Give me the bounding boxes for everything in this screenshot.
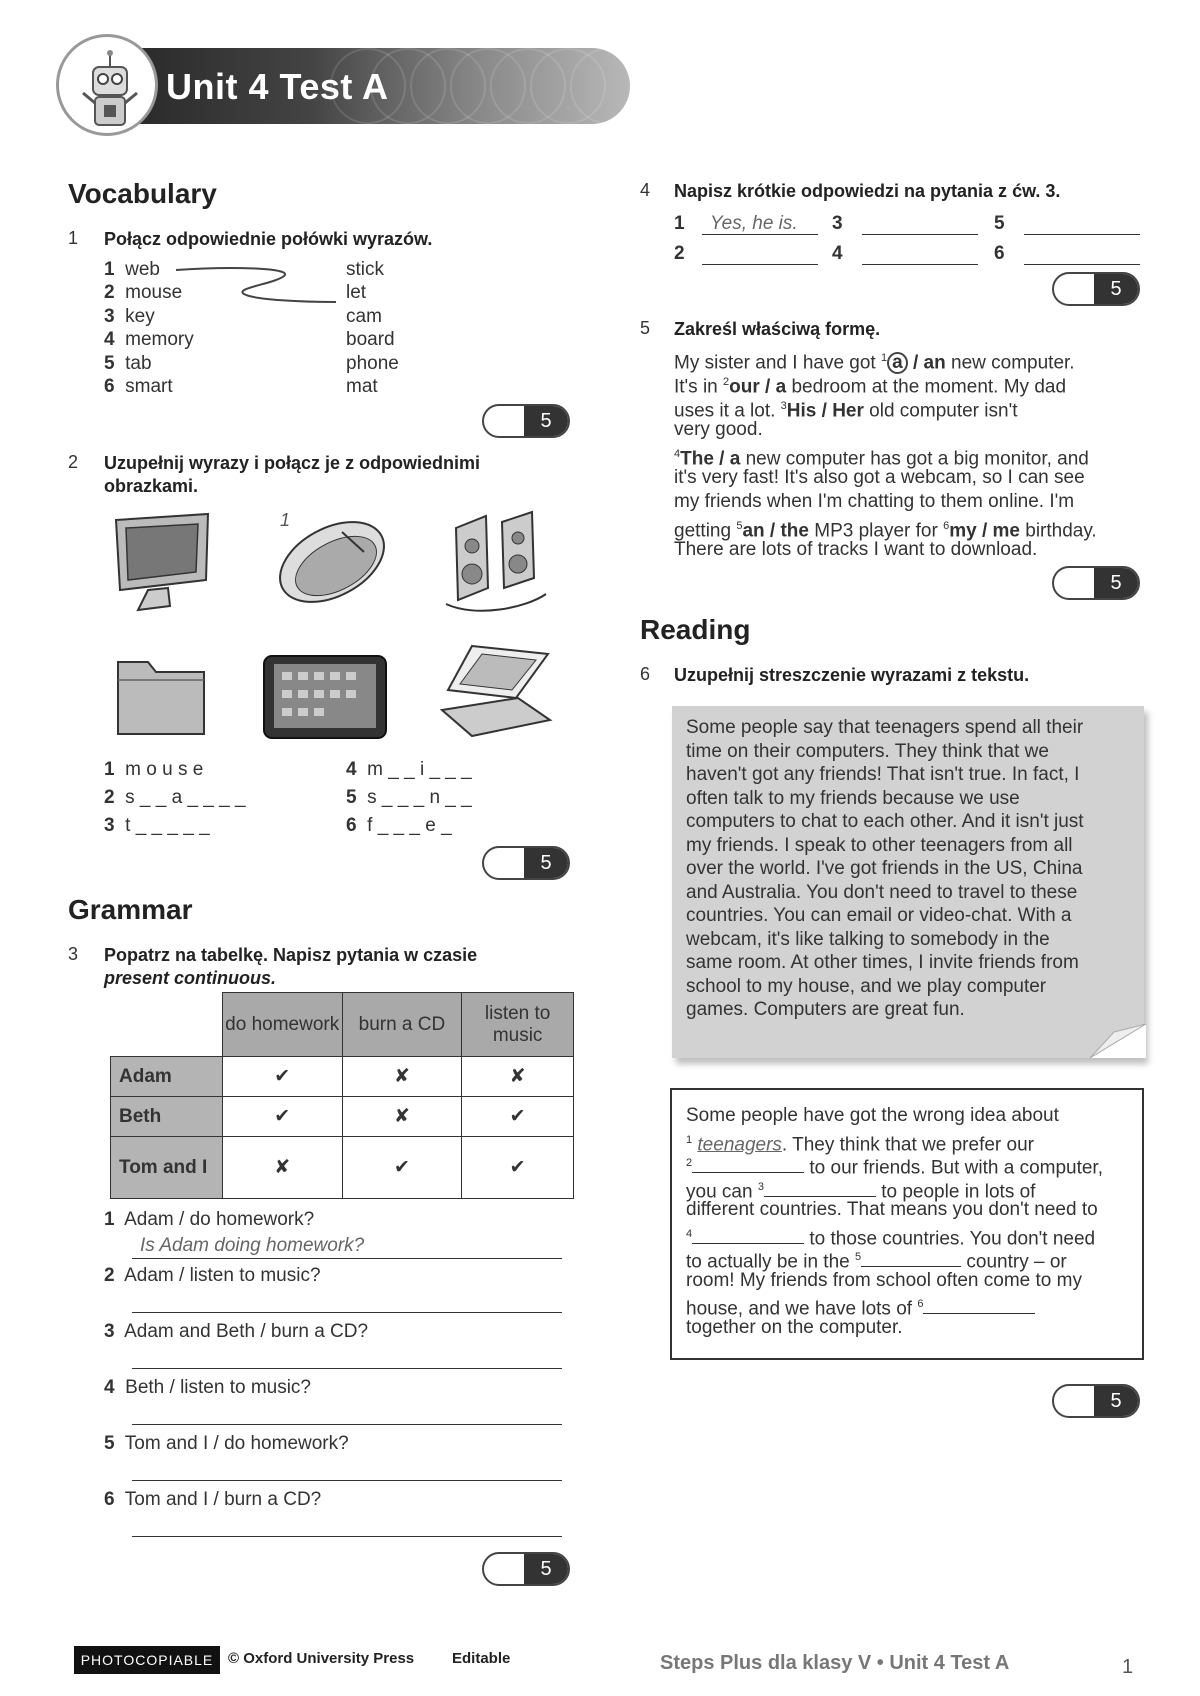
section-reading: Reading <box>640 614 751 645</box>
editable-label: Editable <box>452 1650 511 1667</box>
monitor-icon <box>108 510 218 614</box>
example-answer: teenagers <box>697 1134 782 1156</box>
score-box: 5 <box>1052 566 1140 600</box>
series-title: Steps Plus dla klasy V • Unit 4 Test A <box>660 1652 1010 1674</box>
table-row: Beth ✔ ✘ ✔ <box>111 1097 574 1137</box>
picture-number: 1 <box>280 510 291 530</box>
answer-line[interactable] <box>132 1536 562 1537</box>
scanner-icon <box>438 640 558 744</box>
mouse-icon <box>272 510 392 610</box>
activity-table <box>110 992 574 1199</box>
answer-line[interactable] <box>1024 234 1140 235</box>
column-header: listen to music <box>462 993 574 1057</box>
example-answer: Is Adam doing homework? <box>140 1235 365 1256</box>
exercise-number: 1 <box>68 228 79 248</box>
example-answer: Yes, he is. <box>710 213 798 234</box>
answer-line[interactable] <box>1024 264 1140 265</box>
copyright-text: © Oxford University Press <box>228 1650 415 1667</box>
exercise-instruction: Napisz krótkie odpowiedzi na pytania z ćw. 3. <box>674 181 1061 201</box>
page-title: Unit 4 Test A <box>166 66 389 107</box>
table-row: Tom and I ✘ ✔ ✔ <box>111 1137 574 1199</box>
section-vocabulary: Vocabulary <box>68 178 217 209</box>
answer-line[interactable] <box>132 1258 562 1259</box>
score-box: 5 <box>482 846 570 880</box>
exercise-instruction: Uzupełnij wyrazy i połącz je z odpowiednimi <box>104 453 481 473</box>
gap-line[interactable] <box>692 1228 804 1244</box>
exercise-number: 4 <box>640 180 651 200</box>
answer-line[interactable] <box>862 234 978 235</box>
exercise-instruction: Połącz odpowiednie połówki wyrazów. <box>104 229 433 249</box>
exercise-number: 6 <box>640 664 651 684</box>
gap-line[interactable] <box>861 1251 961 1267</box>
tablet-icon <box>258 650 392 744</box>
folder-icon <box>112 650 212 740</box>
column-header: burn a CD <box>342 993 462 1057</box>
robot-mascot-logo <box>56 34 158 136</box>
exercise-instruction-cont: obrazkami. <box>104 476 199 496</box>
exercise-instruction: Zakreśl właściwą formę. <box>674 319 881 339</box>
exercise-instruction: Uzupełnij streszczenie wyrazami z tekstu. <box>674 665 1030 685</box>
answer-line[interactable] <box>132 1424 562 1425</box>
score-box: 5 <box>1052 272 1140 306</box>
gap-line[interactable] <box>923 1298 1035 1314</box>
answer-line[interactable] <box>862 264 978 265</box>
column-header: do homework <box>222 993 342 1057</box>
page-number: 1 <box>1122 1656 1134 1678</box>
gap-line[interactable] <box>692 1157 804 1173</box>
section-grammar: Grammar <box>68 894 193 925</box>
answer-line[interactable] <box>132 1312 562 1313</box>
score-box: 5 <box>482 1552 570 1586</box>
answer-line[interactable] <box>132 1480 562 1481</box>
table-row: Adam ✔ ✘ ✘ <box>111 1057 574 1097</box>
exercise-number: 3 <box>68 944 79 964</box>
exercise-instruction-cont: present continuous. <box>104 968 277 988</box>
page-curl <box>1090 1024 1146 1060</box>
score-box: 5 <box>1052 1384 1140 1418</box>
score-box: 5 <box>482 404 570 438</box>
gap-line[interactable] <box>764 1181 876 1197</box>
exercise-number: 2 <box>68 452 79 472</box>
matching-line <box>174 262 344 322</box>
exercise-instruction: Popatrz na tabelkę. Napisz pytania w czasie <box>104 945 478 965</box>
circled-answer: a <box>887 352 908 374</box>
speakers-icon <box>436 508 556 612</box>
answer-line[interactable] <box>132 1368 562 1369</box>
answer-line[interactable] <box>702 234 818 235</box>
answer-line[interactable] <box>702 264 818 265</box>
exercise-number: 5 <box>640 318 651 338</box>
photocopiable-label: PHOTOCOPIABLE <box>74 1646 220 1674</box>
